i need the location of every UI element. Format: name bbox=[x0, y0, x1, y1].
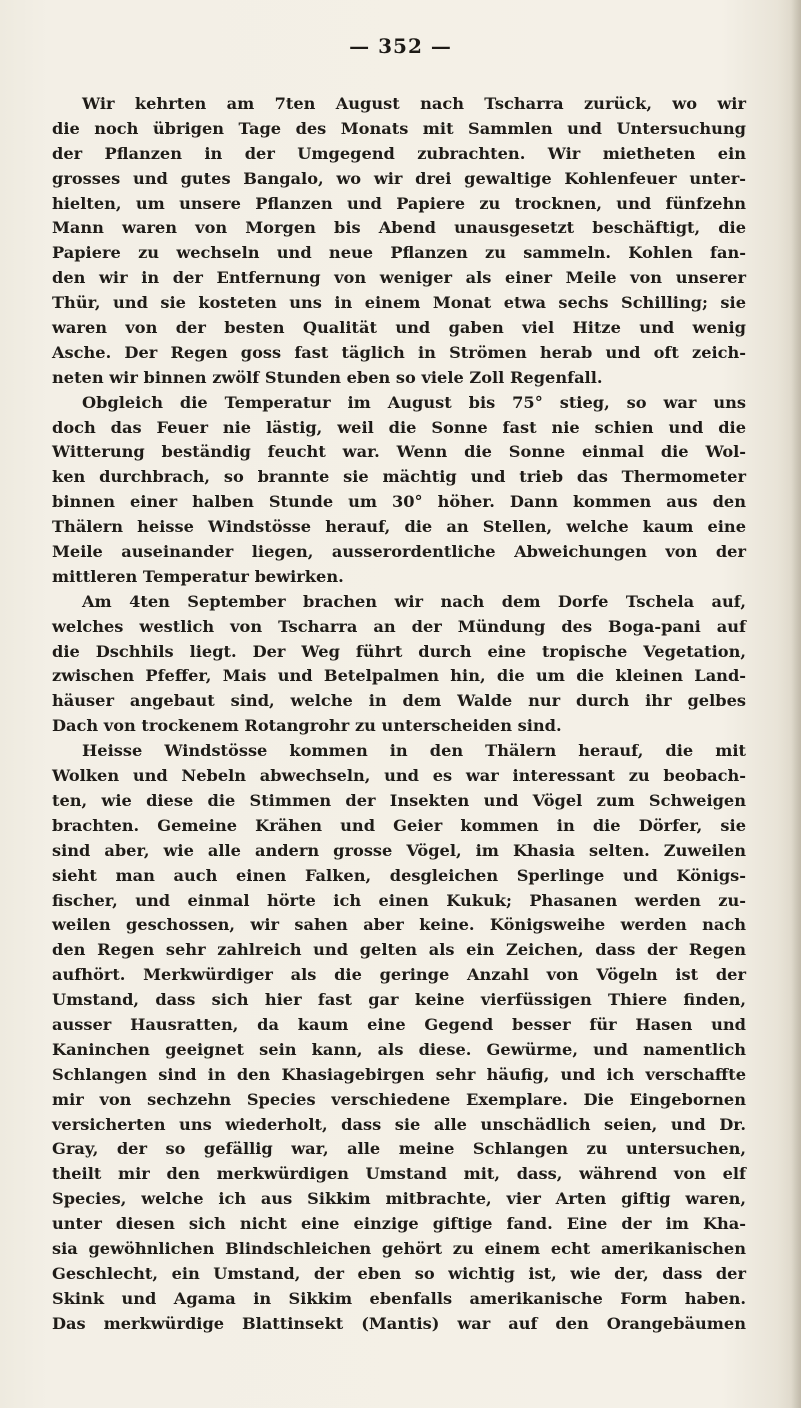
text-line: doch das Feuer nie lästig, weil die Sonne fast nie schien und die bbox=[52, 417, 746, 437]
text-line: Geschlecht, ein Umstand, der eben so wichtig ist, wie der, dass der bbox=[52, 1263, 746, 1283]
text-line: sia gewöhnlichen Blindschleichen gehört zu einem echt amerikanischen bbox=[52, 1238, 746, 1258]
text-line: Kaninchen geeignet sein kann, als diese. Gewürme, und namentlich bbox=[52, 1039, 746, 1059]
text-line: theilt mir den merkwürdigen Umstand mit, dass, während von elf bbox=[52, 1164, 746, 1184]
text-line: welches westlich von Tscharra an der Mündung des Boga-pani auf bbox=[52, 616, 746, 636]
text-line: Am 4ten September brachen wir nach dem Dorfe Tschela auf, bbox=[82, 591, 746, 611]
body-text bbox=[52, 92, 746, 1337]
page-edge-shadow bbox=[791, 0, 801, 1408]
text-line: der Pflanzen in der Umgegend zubrachten. Wir mietheten ein bbox=[52, 143, 746, 163]
text-line: brachten. Gemeine Krähen und Geier kommen in die Dörfer, sie bbox=[52, 815, 746, 835]
text-line: zwischen Pfeffer, Mais und Betelpalmen hin, die um die kleinen Land- bbox=[52, 666, 746, 686]
text-line: Obgleich die Temperatur im August bis 75° stieg, so war uns bbox=[82, 392, 746, 412]
text-line: Schlangen sind in den Khasiagebirgen sehr häufig, und ich verschaffte bbox=[52, 1064, 746, 1084]
text-line: weilen geschossen, wir sahen aber keine. Königsweihe werden nach bbox=[52, 915, 746, 935]
text-line: Umstand, dass sich hier fast gar keine vierfüssigen Thiere finden, bbox=[52, 990, 746, 1010]
text-line: versicherten uns wiederholt, dass sie alle unschädlich seien, und Dr. bbox=[52, 1114, 746, 1134]
text-line: sind aber, wie alle andern grosse Vögel, im Khasia selten. Zuweilen bbox=[52, 840, 746, 860]
text-line: sieht man auch einen Falken, desgleichen Sperlinge und Königs- bbox=[52, 865, 746, 885]
text-line: die Dschhils liegt. Der Weg führt durch eine tropische Vegetation, bbox=[52, 641, 746, 661]
text-line: mittleren Temperatur bewirken. bbox=[52, 566, 344, 586]
text-line: ten, wie diese die Stimmen der Insekten und Vögel zum Schweigen bbox=[52, 790, 746, 810]
text-line: ausser Hausratten, da kaum eine Gegend besser für Hasen und bbox=[52, 1014, 746, 1034]
text-line: Species, welche ich aus Sikkim mitbrachte, vier Arten giftig waren, bbox=[52, 1189, 746, 1209]
text-line: aufhört. Merkwürdiger als die geringe Anzahl von Vögeln ist der bbox=[52, 965, 746, 985]
text-line: Thälern heisse Windstösse herauf, die an Stellen, welche kaum eine bbox=[52, 517, 746, 537]
text-line: ken durchbrach, so brannte sie mächtig und trieb das Thermometer bbox=[52, 467, 746, 487]
text-line: Thür, und sie kosteten uns in einem Monat etwa sechs Schilling; sie bbox=[52, 293, 746, 313]
text-line: waren von der besten Qualität und gaben viel Hitze und wenig bbox=[52, 318, 746, 338]
text-line: fischer, und einmal hörte ich einen Kukuk; Phasanen werden zu- bbox=[52, 890, 746, 910]
text-line: Das merkwürdige Blattinsekt (Mantis) war auf den Orangebäumen bbox=[52, 1313, 746, 1333]
text-line: Wolken und Nebeln abwechseln, und es war interessant zu beobach- bbox=[52, 766, 746, 786]
text-line: Mann waren von Morgen bis Abend unausgesetzt beschäftigt, die bbox=[52, 218, 746, 238]
text-line: mir von sechzehn Species verschiedene Exemplare. Die Eingebornen bbox=[52, 1089, 746, 1109]
text-line: Meile auseinander liegen, ausserordentliche Abweichungen von der bbox=[52, 542, 746, 562]
text-line: grosses und gutes Bangalo, wo wir drei gewaltige Kohlenfeuer unter- bbox=[52, 168, 746, 188]
text-line: unter diesen sich nicht eine einzige giftige fand. Eine der im Kha- bbox=[52, 1214, 746, 1234]
text-line: Skink und Agama in Sikkim ebenfalls amerikanische Form haben. bbox=[52, 1288, 746, 1308]
text-line: binnen einer halben Stunde um 30° höher. Dann kommen aus den bbox=[52, 492, 746, 512]
text-line: neten wir binnen zwölf Stunden eben so viele Zoll Regenfall. bbox=[52, 367, 603, 387]
text-line: Asche. Der Regen goss fast täglich in Strömen herab und oft zeich- bbox=[52, 342, 746, 362]
text-line: hielten, um unsere Pflanzen und Papiere zu trocknen, und fünfzehn bbox=[52, 193, 746, 213]
text-line: Witterung beständig feucht war. Wenn die Sonne einmal die Wol- bbox=[52, 442, 746, 462]
page-number: — 352 — bbox=[349, 34, 452, 58]
text-line: Dach von trockenem Rotangrohr zu unterscheiden sind. bbox=[52, 716, 562, 736]
text-line: den wir in der Entfernung von weniger als einer Meile von unserer bbox=[52, 268, 746, 288]
text-line: den Regen sehr zahlreich und gelten als ein Zeichen, dass der Regen bbox=[52, 940, 746, 960]
text-line: die noch übrigen Tage des Monats mit Sammlen und Untersuchung bbox=[52, 118, 746, 138]
text-line: häuser angebaut sind, welche in dem Walde nur durch ihr gelbes bbox=[52, 691, 746, 711]
text-line: Papiere zu wechseln und neue Pflanzen zu sammeln. Kohlen fan- bbox=[52, 243, 746, 263]
text-line: Wir kehrten am 7ten August nach Tscharra zurück, wo wir bbox=[82, 94, 746, 113]
text-line: Gray, der so gefällig war, alle meine Schlangen zu untersuchen, bbox=[52, 1139, 746, 1159]
text-line: Heisse Windstösse kommen in den Thälern herauf, die mit bbox=[82, 741, 746, 761]
